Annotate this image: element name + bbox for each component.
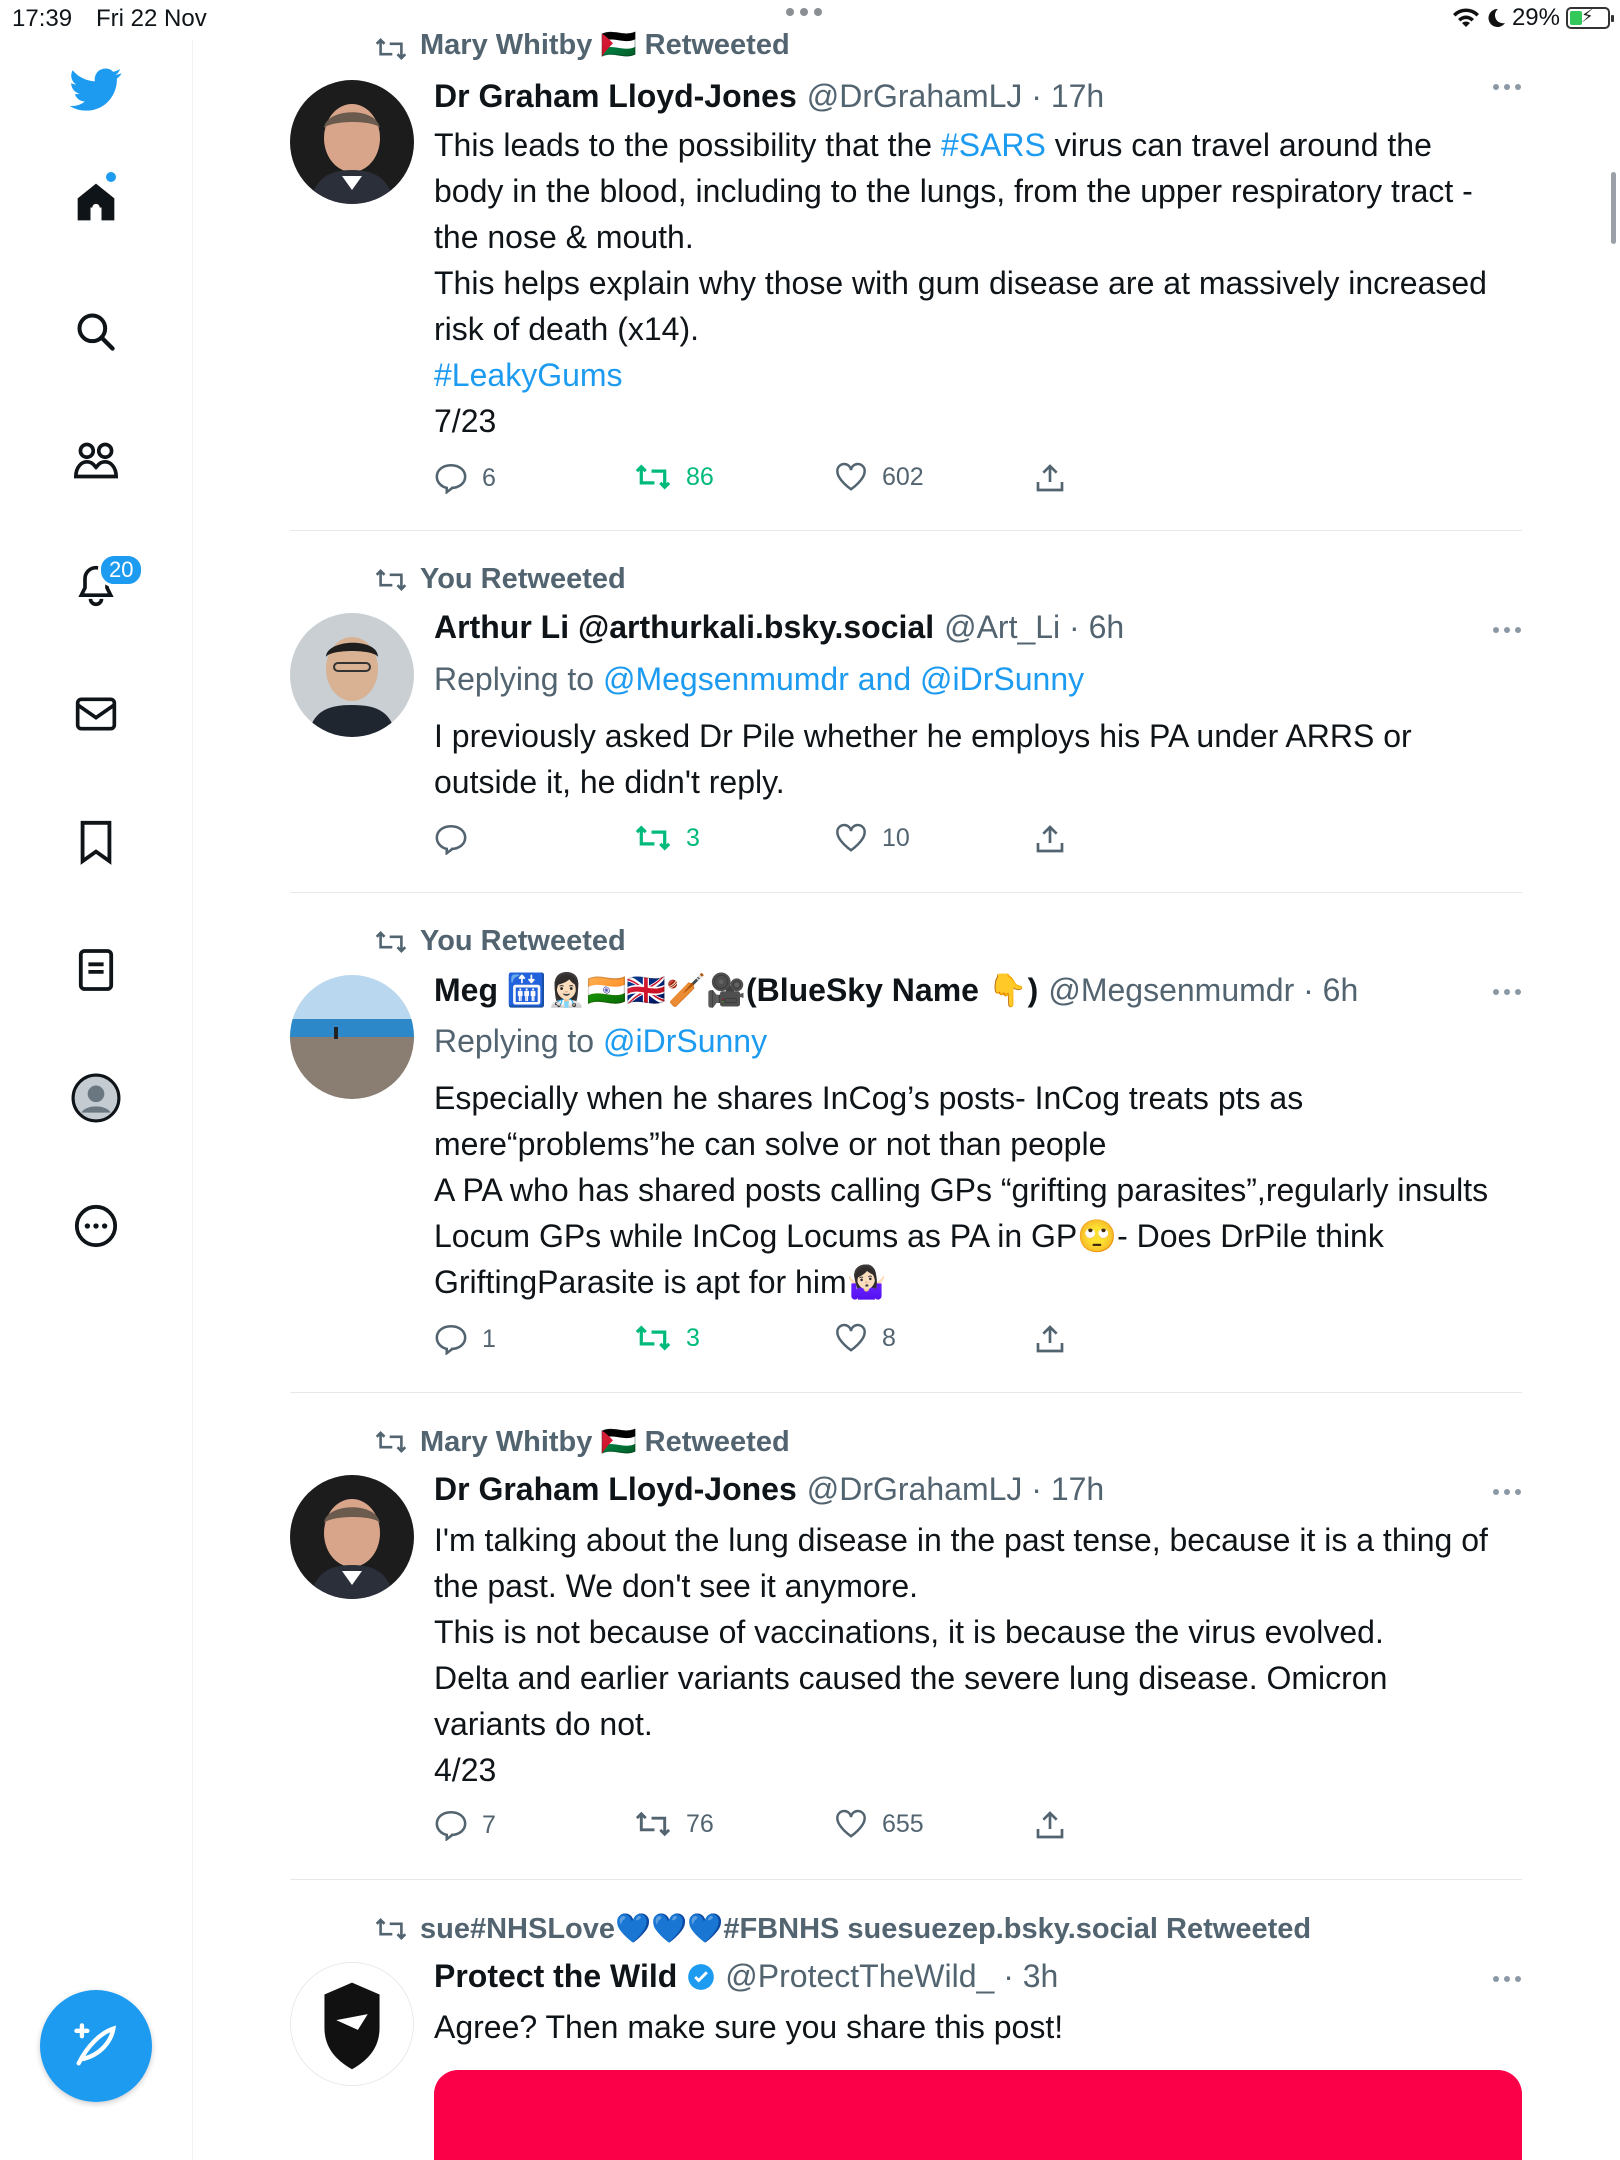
retweeted-by-text: sue#NHSLove💙💙💙#FBNHS suesuezep.bsky.social Retweeted — [420, 1913, 1312, 1945]
battery-percent: 29% — [1511, 4, 1560, 31]
author-handle[interactable]: @Art_Li · 6h — [944, 609, 1125, 645]
author-name[interactable]: Dr Graham Lloyd-Jones — [434, 1471, 797, 1507]
retweeted-by-text: Mary Whitby 🇵🇸 Retweeted — [420, 1426, 790, 1458]
tweet-header — [434, 78, 1104, 115]
author-name[interactable]: Dr Graham Lloyd-Jones — [434, 78, 797, 114]
verified-badge-icon — [687, 1963, 715, 1991]
retweet-icon — [374, 567, 408, 593]
share-icon — [1034, 1323, 1066, 1355]
tweet-text-part: virus can travel around the body in the blood, including to the lungs, from the upper respiratory tract - the nose & mouth. This helps explain why those with gum disease are at massively increased risk of death (x14). — [434, 127, 1487, 347]
heart-icon — [834, 462, 868, 492]
retweet-count: 3 — [686, 1323, 700, 1352]
tweet-text: I'm talking about the lung disease in the past tense, because it is a thing of the past. We don't see it anymore. This is not because of vaccinations, it is because the virus evolved. Delta and earlier variants caused the severe lung disease. Omicron variants do not. 4/23 — [434, 1522, 1488, 1788]
heart-icon — [834, 1323, 868, 1353]
tweet-actions — [434, 1809, 1114, 1849]
reply-count: 7 — [482, 1810, 496, 1839]
replying-to-prefix: Replying to — [434, 661, 603, 697]
retweeted-by-text: You Retweeted — [420, 563, 626, 595]
retweet-icon — [374, 929, 408, 955]
heart-icon — [834, 1809, 868, 1839]
share-icon — [1034, 1809, 1066, 1841]
replying-to-prefix: Replying to — [434, 1023, 603, 1059]
reply-bubble-icon — [434, 462, 468, 494]
tweet-text: Especially when he shares InCog’s posts- InCog treats pts as mere“problems”he can solve or not than people A PA who has shared posts calling GPs “grifting parasites”,regularly insults Locum GPs while InCog Locums as PA in GP🙄- Does DrPile think GriftingParasite is apt for him🤷🏻‍♀️ — [434, 1080, 1489, 1300]
retweeted-by-text: You Retweeted — [420, 925, 626, 957]
avatar[interactable] — [290, 80, 414, 204]
tweet[interactable] — [290, 893, 1522, 1391]
author-handle[interactable]: @Megsenmumdr · 6h — [1048, 971, 1359, 1008]
notification-count-badge: 20 — [98, 553, 144, 587]
retweet-context — [374, 925, 626, 958]
more-options-circle-icon[interactable] — [66, 1196, 126, 1256]
tweet-text: I previously asked Dr Pile whether he employs his PA under ARRS or outside it, he didn't reply. — [434, 718, 1421, 800]
hashtag-link[interactable]: #SARS — [940, 127, 1046, 163]
like-count: 8 — [882, 1323, 896, 1352]
avatar[interactable] — [290, 1962, 414, 2086]
retweet-button[interactable] — [634, 1809, 714, 1839]
reply-button[interactable] — [434, 1809, 496, 1841]
tweet-header — [434, 1471, 1104, 1508]
share-icon — [1034, 823, 1066, 855]
tweet-header — [434, 609, 1124, 646]
tweet-text: Agree? Then make sure you share this post! — [434, 2009, 1064, 2045]
like-button[interactable] — [834, 1809, 924, 1839]
avatar[interactable] — [290, 613, 414, 737]
like-count: 655 — [882, 1809, 924, 1838]
author-name[interactable]: Meg 🛗👩🏻‍⚕️🇮🇳🇬🇧🏏🎥(BlueSky Name 👇) — [434, 972, 1039, 1008]
author-name[interactable]: Arthur Li @arthurkali.bsky.social — [434, 609, 935, 645]
heart-icon — [834, 823, 868, 853]
tweet-text — [434, 122, 1504, 444]
hashtag-link[interactable]: #LeakyGums — [434, 357, 623, 393]
like-button[interactable] — [834, 462, 924, 492]
tweet-actions — [434, 1323, 1114, 1363]
lists-icon[interactable] — [66, 940, 126, 1000]
more-options-icon[interactable] — [1492, 625, 1522, 635]
twitter-logo-icon[interactable] — [66, 60, 126, 120]
retweet-context — [374, 563, 626, 596]
replying-to — [434, 661, 1084, 698]
feather-plus-icon — [70, 2020, 122, 2072]
more-options-icon[interactable] — [1492, 987, 1522, 997]
retweet-context — [374, 1425, 790, 1459]
retweet-button[interactable] — [634, 462, 714, 492]
retweet-icon — [374, 1916, 408, 1942]
reply-bubble-icon — [434, 1323, 468, 1355]
like-button[interactable] — [834, 823, 910, 853]
tweet-header — [434, 1958, 1058, 1995]
retweet-count: 76 — [686, 1809, 714, 1838]
reply-bubble-icon — [434, 823, 468, 855]
like-count: 10 — [882, 823, 910, 852]
replying-to — [434, 1023, 767, 1060]
retweeted-by-text: Mary Whitby 🇵🇸 Retweeted — [420, 29, 790, 61]
tweet-actions — [434, 823, 1114, 863]
retweet-count: 3 — [686, 823, 700, 852]
reply-button[interactable] — [434, 823, 482, 855]
retweet-icon — [374, 1429, 408, 1455]
avatar[interactable] — [290, 1475, 414, 1599]
share-button[interactable] — [1034, 1809, 1066, 1841]
retweet-context — [374, 1912, 1311, 1946]
author-handle[interactable]: @ProtectTheWild_ · 3h — [725, 1958, 1059, 1994]
search-icon[interactable] — [66, 302, 126, 362]
bookmark-icon[interactable] — [66, 812, 126, 872]
more-options-icon[interactable] — [1492, 1487, 1522, 1497]
battery-icon: ⚡ — [1566, 7, 1610, 29]
tweet-actions — [434, 462, 1114, 502]
communities-icon[interactable] — [66, 430, 126, 490]
retweet-button[interactable] — [634, 1323, 700, 1353]
share-icon — [1034, 462, 1066, 494]
share-button[interactable] — [1034, 823, 1066, 855]
messages-envelope-icon[interactable] — [66, 684, 126, 744]
replying-to-link[interactable]: @iDrSunny — [602, 1023, 768, 1059]
retweet-count: 86 — [686, 462, 714, 491]
reply-button[interactable] — [434, 1323, 496, 1355]
author-handle[interactable]: @DrGrahamLJ · 17h — [806, 1471, 1105, 1507]
retweet-context — [374, 28, 790, 62]
reply-count: 6 — [482, 463, 496, 492]
tweet[interactable] — [290, 531, 1522, 891]
author-handle[interactable]: @DrGrahamLJ · 17h — [806, 78, 1105, 114]
retweet-icon — [634, 823, 672, 853]
reply-button[interactable] — [434, 462, 496, 494]
like-button[interactable] — [834, 1323, 896, 1353]
retweet-button[interactable] — [634, 823, 700, 853]
share-button[interactable] — [1034, 462, 1066, 494]
tweet-text-part: This leads to the possibility that the — [434, 127, 941, 163]
more-options-icon[interactable] — [1492, 82, 1522, 92]
share-button[interactable] — [1034, 1323, 1066, 1355]
like-count: 602 — [882, 462, 924, 491]
author-name[interactable]: Protect the Wild — [434, 1958, 678, 1994]
tweet[interactable] — [290, 1393, 1522, 1878]
home-unread-dot — [106, 172, 116, 182]
tweet-text-part: 7/23 — [434, 403, 497, 439]
profile-avatar-icon[interactable] — [66, 1068, 126, 1128]
status-time: 17:39 — [12, 5, 73, 32]
retweet-icon — [634, 1809, 672, 1839]
reply-bubble-icon — [434, 1809, 468, 1841]
more-options-icon[interactable] — [1492, 1974, 1522, 1984]
tweet[interactable] — [290, 1880, 1522, 2160]
avatar[interactable] — [290, 975, 414, 1099]
retweet-icon — [634, 462, 672, 492]
tweet-media[interactable] — [434, 2070, 1522, 2160]
replying-to-link[interactable]: @Megsenmumdr and @iDrSunny — [602, 661, 1085, 697]
retweet-icon — [634, 1323, 672, 1353]
status-date: Fri 22 Nov — [96, 5, 207, 32]
scrollbar[interactable] — [1611, 172, 1616, 244]
home-icon[interactable] — [66, 172, 126, 232]
tweet[interactable] — [290, 0, 1522, 530]
compose-tweet-button[interactable] — [40, 1990, 152, 2102]
tweet-header — [434, 971, 1358, 1009]
reply-count: 1 — [482, 1324, 496, 1353]
retweet-icon — [374, 36, 408, 62]
